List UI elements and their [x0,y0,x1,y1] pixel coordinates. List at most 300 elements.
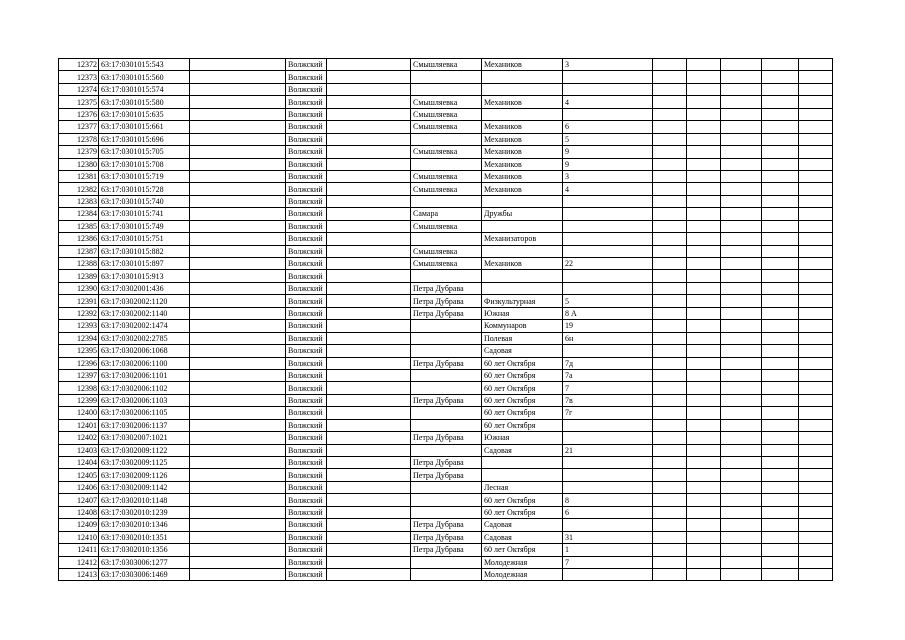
empty-col [799,96,833,108]
empty-col [653,494,687,506]
empty-col [653,320,687,332]
empty-col [190,245,286,257]
empty-col [327,282,411,294]
empty-col [327,270,411,282]
empty-col [653,531,687,543]
empty-col [762,519,799,531]
empty-col [653,432,687,444]
empty-col [687,83,721,95]
empty-col [762,71,799,83]
empty-col [190,444,286,456]
empty-col [762,245,799,257]
empty-col [687,183,721,195]
empty-col [762,469,799,481]
empty-col [653,544,687,556]
empty-col [721,332,762,344]
empty-col [721,146,762,158]
empty-col [721,369,762,381]
empty-col [687,444,721,456]
table-row [59,407,833,419]
cadastral-number: 63:17:0301015:705 [99,146,190,158]
empty-col [762,59,799,71]
empty-col [190,407,286,419]
cadastral-number: 63:17:0301015:696 [99,133,190,145]
empty-col [762,531,799,543]
cadastral-number: 63:17:0302006:1105 [99,407,190,419]
house-number [563,245,653,257]
locality [411,320,482,332]
empty-col [190,121,286,133]
district: Волжский [286,357,327,369]
empty-col [687,469,721,481]
empty-col [762,96,799,108]
district: Волжский [286,71,327,83]
district: Волжский [286,506,327,518]
district: Волжский [286,295,327,307]
empty-col [190,208,286,220]
empty-col [327,407,411,419]
empty-col [653,245,687,257]
empty-col [687,556,721,568]
street [482,195,563,207]
empty-col [190,146,286,158]
empty-col [327,531,411,543]
empty-col [762,83,799,95]
locality: Петра Дубрава [411,432,482,444]
empty-col [721,382,762,394]
empty-col [327,245,411,257]
empty-col [721,220,762,232]
empty-col [687,170,721,182]
house-number: 4 [563,183,653,195]
table-row [59,59,833,71]
table-row [59,432,833,444]
empty-col [327,544,411,556]
empty-col [721,258,762,270]
empty-col [687,494,721,506]
empty-col [327,506,411,518]
row-number: 12391 [59,295,99,307]
house-number: 22 [563,258,653,270]
house-number: 9 [563,158,653,170]
district: Волжский [286,307,327,319]
cadastral-number: 63:17:0301015:543 [99,59,190,71]
empty-col [799,59,833,71]
empty-col [653,469,687,481]
street: 60 лет Октября [482,394,563,406]
empty-col [190,544,286,556]
empty-col [687,369,721,381]
row-number: 12379 [59,146,99,158]
empty-col [721,407,762,419]
empty-col [190,519,286,531]
house-number [563,108,653,120]
house-number [563,270,653,282]
empty-col [327,208,411,220]
cadastral-number: 63:17:0302010:1239 [99,506,190,518]
street [482,270,563,282]
empty-col [721,170,762,182]
row-number: 12397 [59,369,99,381]
house-number: 7в [563,394,653,406]
house-number [563,568,653,580]
empty-col [721,432,762,444]
table-row [59,245,833,257]
locality: Смышляевка [411,146,482,158]
row-number: 12389 [59,270,99,282]
table-row [59,220,833,232]
empty-col [799,208,833,220]
row-number: 12381 [59,170,99,182]
empty-col [687,258,721,270]
empty-col [653,407,687,419]
empty-col [327,146,411,158]
empty-col [653,282,687,294]
row-number: 12400 [59,407,99,419]
empty-col [721,568,762,580]
cadastral-number: 63:17:0301015:560 [99,71,190,83]
cadastral-table [58,58,833,581]
row-number: 12413 [59,568,99,580]
empty-col [190,96,286,108]
table-row [59,208,833,220]
empty-col [653,345,687,357]
empty-col [799,444,833,456]
row-number: 12385 [59,220,99,232]
row-number: 12383 [59,195,99,207]
row-number: 12401 [59,419,99,431]
empty-col [687,432,721,444]
empty-col [799,544,833,556]
empty-col [327,469,411,481]
street: Механиков [482,59,563,71]
district: Волжский [286,245,327,257]
table-row [59,121,833,133]
empty-col [653,170,687,182]
empty-col [762,133,799,145]
district: Волжский [286,258,327,270]
empty-col [653,382,687,394]
house-number: 31 [563,531,653,543]
empty-col [687,282,721,294]
locality: Смышляевка [411,220,482,232]
district: Волжский [286,108,327,120]
empty-col [721,345,762,357]
cadastral-number: 63:17:0302006:1100 [99,357,190,369]
row-number: 12376 [59,108,99,120]
street: Физкультурная [482,295,563,307]
empty-col [721,270,762,282]
cadastral-number: 63:17:0301015:719 [99,170,190,182]
house-number: 7г [563,407,653,419]
house-number: 7 [563,382,653,394]
cadastral-number: 63:17:0302009:1126 [99,469,190,481]
locality [411,419,482,431]
empty-col [687,345,721,357]
empty-col [799,568,833,580]
table-row [59,469,833,481]
district: Волжский [286,382,327,394]
empty-col [799,345,833,357]
empty-col [327,357,411,369]
street [482,108,563,120]
empty-col [327,170,411,182]
row-number: 12409 [59,519,99,531]
cadastral-number: 63:17:0302002:1474 [99,320,190,332]
house-number: 3 [563,59,653,71]
empty-col [799,270,833,282]
street [482,71,563,83]
empty-col [721,481,762,493]
empty-col [190,345,286,357]
table-row [59,568,833,580]
empty-col [721,121,762,133]
locality [411,494,482,506]
empty-col [762,233,799,245]
empty-col [653,307,687,319]
empty-col [653,133,687,145]
empty-col [327,382,411,394]
empty-col [762,481,799,493]
house-number: 7 [563,556,653,568]
empty-col [190,307,286,319]
empty-col [327,59,411,71]
table-row [59,83,833,95]
table-row [59,195,833,207]
empty-col [653,270,687,282]
empty-col [799,394,833,406]
cadastral-number: 63:17:0302002:1140 [99,307,190,319]
table-row [59,295,833,307]
empty-col [762,183,799,195]
empty-col [327,121,411,133]
empty-col [762,556,799,568]
locality: Смышляевка [411,258,482,270]
empty-col [799,258,833,270]
empty-col [721,556,762,568]
empty-col [190,357,286,369]
locality [411,83,482,95]
house-number: 5 [563,295,653,307]
empty-col [721,71,762,83]
empty-col [721,394,762,406]
street: Южная [482,307,563,319]
table-row [59,457,833,469]
table-row [59,556,833,568]
empty-col [190,158,286,170]
empty-col [327,494,411,506]
cadastral-number: 63:17:0302010:1351 [99,531,190,543]
street: Механиков [482,170,563,182]
locality [411,233,482,245]
district: Волжский [286,469,327,481]
street [482,245,563,257]
empty-col [721,506,762,518]
row-number: 12377 [59,121,99,133]
empty-col [687,357,721,369]
district: Волжский [286,183,327,195]
empty-col [799,432,833,444]
empty-col [762,506,799,518]
cadastral-number: 63:17:0301015:580 [99,96,190,108]
empty-col [721,233,762,245]
locality: Смышляевка [411,96,482,108]
house-number [563,519,653,531]
empty-col [799,407,833,419]
empty-col [799,233,833,245]
empty-col [190,258,286,270]
empty-col [721,208,762,220]
table-row [59,96,833,108]
empty-col [799,357,833,369]
empty-col [687,519,721,531]
house-number: 6 [563,506,653,518]
empty-col [799,519,833,531]
cadastral-number: 63:17:0302010:1346 [99,519,190,531]
table-body [59,59,833,581]
locality: Петра Дубрава [411,282,482,294]
cadastral-number: 63:17:0301015:749 [99,220,190,232]
district: Волжский [286,59,327,71]
empty-col [327,183,411,195]
district: Волжский [286,208,327,220]
row-number: 12390 [59,282,99,294]
empty-col [653,208,687,220]
table-row [59,544,833,556]
empty-col [190,419,286,431]
locality: Петра Дубрава [411,295,482,307]
table-row [59,233,833,245]
empty-col [653,96,687,108]
locality [411,568,482,580]
table-row [59,183,833,195]
empty-col [190,568,286,580]
table-row [59,71,833,83]
empty-col [687,108,721,120]
house-number: 7а [563,369,653,381]
street: Механиков [482,158,563,170]
house-number: 3 [563,170,653,182]
empty-col [687,419,721,431]
row-number: 12412 [59,556,99,568]
empty-col [762,170,799,182]
district: Волжский [286,133,327,145]
empty-col [762,494,799,506]
row-number: 12382 [59,183,99,195]
empty-col [687,394,721,406]
row-number: 12408 [59,506,99,518]
district: Волжский [286,332,327,344]
locality: Самара [411,208,482,220]
locality: Смышляевка [411,245,482,257]
district: Волжский [286,544,327,556]
empty-col [687,332,721,344]
cadastral-number: 63:17:0301015:751 [99,233,190,245]
table-row [59,382,833,394]
empty-col [762,158,799,170]
locality [411,369,482,381]
street: Механиков [482,146,563,158]
empty-col [762,419,799,431]
house-number: 5 [563,133,653,145]
cadastral-number: 63:17:0302010:1148 [99,494,190,506]
row-number: 12406 [59,481,99,493]
house-number [563,345,653,357]
empty-col [762,382,799,394]
empty-col [653,233,687,245]
empty-col [327,394,411,406]
table-row [59,394,833,406]
house-number: 19 [563,320,653,332]
empty-col [190,556,286,568]
row-number: 12396 [59,357,99,369]
locality [411,195,482,207]
locality: Смышляевка [411,170,482,182]
empty-col [687,295,721,307]
empty-col [190,494,286,506]
row-number: 12407 [59,494,99,506]
street: 60 лет Октября [482,419,563,431]
district: Волжский [286,282,327,294]
street [482,457,563,469]
district: Волжский [286,233,327,245]
empty-col [721,195,762,207]
empty-col [190,220,286,232]
empty-col [762,394,799,406]
empty-col [762,220,799,232]
locality [411,382,482,394]
empty-col [762,108,799,120]
empty-col [721,245,762,257]
empty-col [653,108,687,120]
empty-col [653,394,687,406]
empty-col [721,282,762,294]
locality [411,158,482,170]
empty-col [687,59,721,71]
empty-col [762,457,799,469]
empty-col [653,419,687,431]
empty-col [762,208,799,220]
empty-col [799,146,833,158]
empty-col [653,519,687,531]
empty-col [327,481,411,493]
empty-col [799,158,833,170]
row-number: 12405 [59,469,99,481]
district: Волжский [286,494,327,506]
house-number: 1 [563,544,653,556]
locality: Петра Дубрава [411,469,482,481]
locality: Петра Дубрава [411,457,482,469]
empty-col [653,481,687,493]
empty-col [327,307,411,319]
empty-col [799,506,833,518]
table-row [59,170,833,182]
empty-col [721,444,762,456]
house-number [563,208,653,220]
locality: Смышляевка [411,59,482,71]
empty-col [653,258,687,270]
empty-col [721,357,762,369]
empty-col [653,506,687,518]
street: Дружбы [482,208,563,220]
cadastral-number: 63:17:0301015:897 [99,258,190,270]
empty-col [653,83,687,95]
locality: Смышляевка [411,183,482,195]
empty-col [653,121,687,133]
district: Волжский [286,531,327,543]
empty-col [762,357,799,369]
street: 60 лет Октября [482,494,563,506]
